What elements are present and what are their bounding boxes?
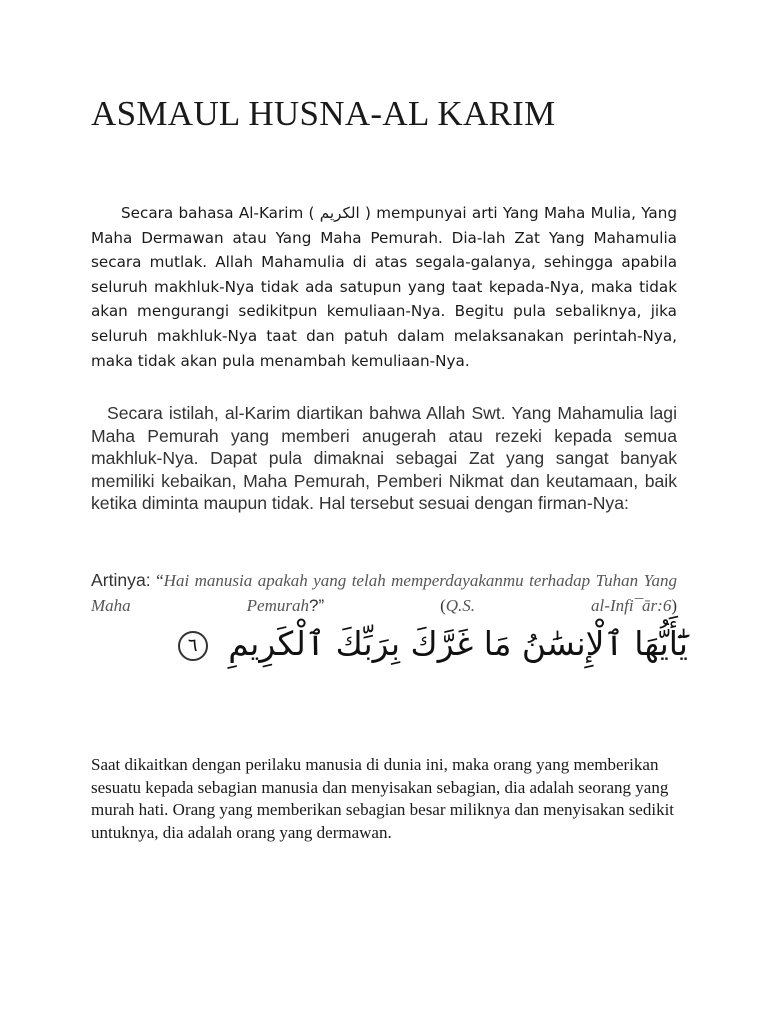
open-quote: “ (150, 571, 164, 590)
ayah-number-marker: ٦ (178, 631, 208, 661)
translation-line (91, 568, 677, 618)
ref-open-paren: ( (324, 596, 446, 615)
para1-text-before: Secara bahasa Al-Karim ( (121, 204, 320, 222)
close-quote: ?” (308, 596, 325, 615)
paragraph-definition-istilah: Secara istilah, al-Karim diartikan bahwa Allah Swt. Yang Mahamulia lagi Maha Pemurah yang memberi anugerah atau rezeki kepada semua makhluk-Nya. Dapat pula dimaknai sebagai Zat yang sangat banyak memiliki kebaikan, Maha Pemurah, Pemberi Nikmat dan keutamaan, baik ketika diminta maupun tidak. Hal tersebut sesuai dengan firman-Nya: (91, 403, 677, 514)
quran-verse-text: يَٰٓأَيُّهَا ٱلْإِنسَٰنُ مَا غَرَّكَ بِرَبِّكَ ٱلْكَرِيمِ (228, 624, 688, 663)
para1-text-after: ) mempunyai arti Yang Maha Mulia, Yang Maha Dermawan atau Yang Maha Pemurah. Dia-lah Zat Yang Mahamulia secara mutlak. Allah Mahamulia di atas segala-galanya, sehingga apabila seluruh makhluk-Nya tidak ada satupun yang taat kepada-Nya, maka tidak akan mengurangi sedikitpun kemuliaan-Nya. Begitu pula sebaliknya, jika seluruh makhluk-Nya taat dan patuh dalam melaksanakan perintah-Nya, maka tidak akan pula menambah kemuliaan-Nya. (91, 204, 677, 370)
paragraph-behavior: Saat dikaitkan dengan perilaku manusia di dunia ini, maka orang yang memberikan sesuatu kepada sebagian manusia dan menyisakan sebagian, dia adalah seorang yang murah hati. Orang yang memberikan sebagian besar miliknya dan menyisakan sedikit untuknya, dia adalah orang yang dermawan. (91, 755, 675, 842)
translation-label: Artinya: (91, 570, 151, 590)
ref-close-paren: ) (671, 596, 677, 615)
paragraph-definition-bahasa (91, 201, 677, 373)
document-title: ASMAUL HUSNA-AL KARIM (91, 94, 556, 133)
arabic-term: الكريم (319, 204, 360, 222)
verse-reference: Q.S. al-Infi¯ār:6 (445, 596, 672, 615)
quran-verse (118, 616, 688, 676)
translation-quote: Hai manusia apakah yang telah memperdayakanmu terhadap Tuhan Yang Maha Pemurah (91, 571, 678, 615)
